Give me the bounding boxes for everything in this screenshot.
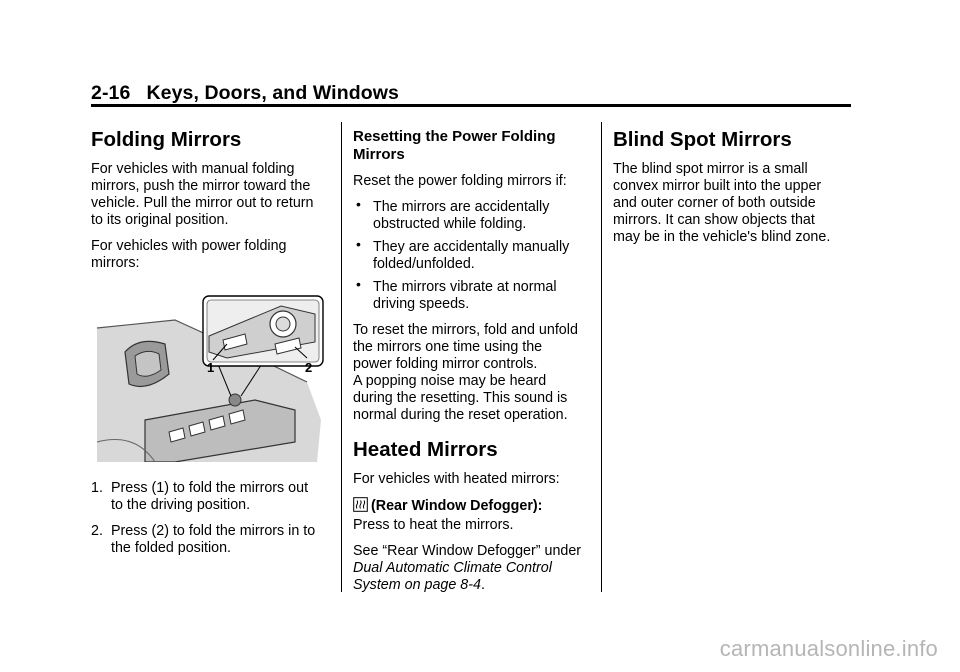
list-item	[353, 236, 585, 273]
column-blind-spot	[613, 128, 845, 255]
heated-mirrors-heading: Heated Mirrors	[353, 438, 498, 461]
see-prefix: See “Rear Window Defogger” under	[353, 542, 582, 559]
step-text: Press (2) to fold the mirrors in to the folded position.	[111, 522, 316, 556]
climate-control-reference-link[interactable]: Dual Automatic Climate Control System on page 8-4	[353, 559, 552, 593]
page-header	[91, 82, 399, 105]
bullet-text: They are accidentally manually folded/unfolded.	[373, 239, 570, 272]
column-divider-2	[601, 122, 602, 592]
page-number: 2-16	[91, 82, 131, 104]
section-title: Keys, Doors, and Windows	[146, 82, 399, 104]
step-text: Press (1) to fold the mirrors out to the driving position.	[111, 479, 309, 513]
list-item	[91, 523, 323, 557]
resetting-bullet-list	[353, 196, 585, 313]
folding-mirrors-heading: Folding Mirrors	[91, 128, 242, 151]
blind-spot-para: The blind spot mirror is a small convex mirror built into the upper and outer corner of both outside mirrors. It can show objects that may be in the vehicle's blind zone.	[613, 160, 831, 245]
folding-steps-list	[91, 480, 323, 557]
list-item	[91, 480, 323, 514]
column-resetting-heated	[353, 128, 585, 603]
column-divider-1	[341, 122, 342, 592]
bullet-text: The mirrors vibrate at normal driving speeds.	[373, 279, 557, 312]
bullet-text: The mirrors are accidentally obstructed while folding.	[373, 199, 550, 232]
bullet-glyph: •	[356, 236, 361, 252]
resetting-para: To reset the mirrors, fold and unfold the mirrors one time using the power folding mirror controls.	[353, 322, 578, 372]
callout-1-label: 1	[207, 359, 215, 375]
blind-spot-heading: Blind Spot Mirrors	[613, 128, 792, 151]
header-rule	[91, 104, 851, 107]
power-folding-mirror-illustration	[95, 292, 327, 462]
rear-window-defogger-icon	[353, 497, 368, 517]
callout-2-label: 2	[305, 359, 313, 375]
resetting-para-noise: A popping noise may be heard during the resetting. This sound is normal during the reset operation.	[353, 373, 568, 423]
bullet-glyph: •	[356, 276, 361, 292]
watermark: carmanualsonline.info	[719, 636, 938, 661]
step-number: 1.	[91, 479, 103, 496]
see-reference	[353, 543, 585, 594]
list-item	[353, 276, 585, 313]
heated-mirrors-intro: For vehicles with heated mirrors:	[353, 470, 560, 487]
folding-mirrors-para-power: For vehicles with power folding mirrors:	[91, 237, 287, 271]
defogger-description	[353, 497, 585, 534]
list-item	[353, 196, 585, 233]
step-number: 2.	[91, 522, 103, 539]
column-folding-mirrors	[91, 128, 323, 566]
see-suffix: .	[480, 576, 485, 593]
defogger-label: (Rear Window Defogger):	[371, 497, 543, 514]
door-panel-drawing	[95, 292, 327, 462]
resetting-intro: Reset the power folding mirrors if:	[353, 173, 567, 189]
resetting-heading: Resetting the Power Folding Mirrors	[353, 128, 556, 163]
bullet-glyph: •	[356, 196, 361, 212]
defogger-text: Press to heat the mirrors.	[353, 516, 514, 533]
folding-mirrors-para-manual: For vehicles with manual folding mirrors, push the mirror toward the vehicle. Pull the mirror out to return to its original position.	[91, 160, 314, 228]
